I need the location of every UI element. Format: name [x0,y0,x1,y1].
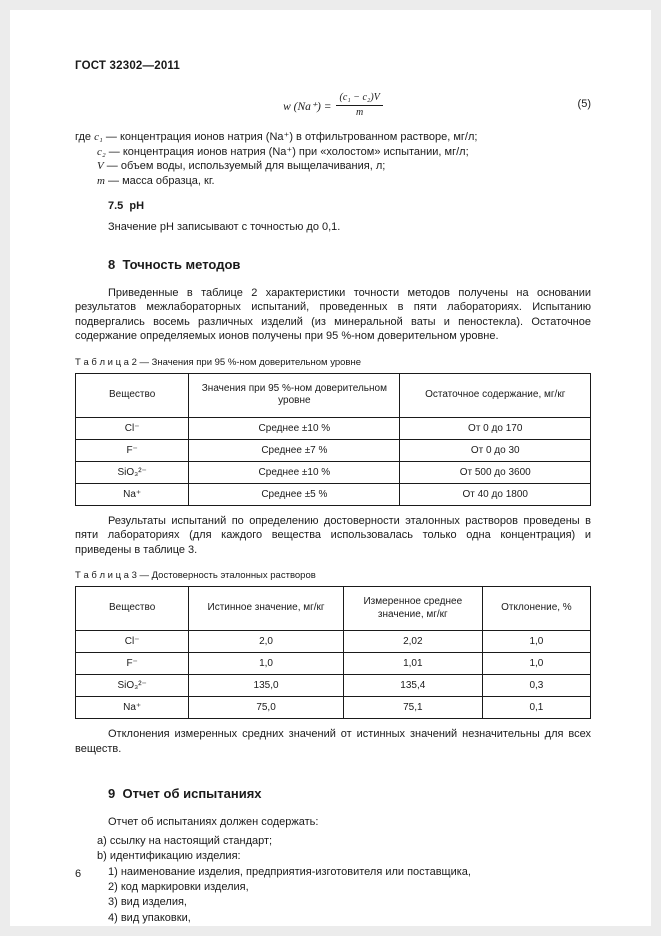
where-desc: — концентрация ионов натрия (Na⁺) в отфильтрованном растворе, мг/л; [105,131,478,143]
table-cell: 135,4 [343,675,482,697]
table-cell: Среднее ±7 % [189,439,400,461]
where-row [75,159,591,174]
section-8-paragraph-2: Результаты испытаний по определению достоверности эталонных растворов проведены в пяти лабораториях (для каждого вещества использовалась только одна концентрация) и приведены в таблице 3. [75,514,591,556]
subsection-7-5-body: Значение pH записывают с точностью до 0,1. [108,221,341,234]
table-3-caption: Т а б л и ц а 3 — Достоверность эталонных растворов [75,570,316,582]
table-row [76,697,591,719]
where-term: c₂ [97,145,106,158]
page-content [75,60,591,936]
where-definitions [75,130,591,188]
subsection-7-5-heading: 7.5 pH [108,200,145,213]
table-cell: Cl⁻ [76,631,189,653]
formula-expression [283,93,383,119]
table-row [76,417,591,439]
list-item: 2) код маркировки изделия, [108,880,249,893]
formula-5 [75,92,591,120]
table-cell: Среднее ±10 % [189,461,400,483]
where-desc: — масса образца, кг. [108,174,215,187]
table-header-cell: Истинное значение, мг/кг [189,587,344,631]
section-9-intro: Отчет об испытаниях должен содержать: [108,816,319,829]
table-row [76,483,591,505]
table-row [76,439,591,461]
table-cell: Cl⁻ [76,417,189,439]
list-item: b) идентификацию изделия: [97,850,241,863]
section-8-paragraph-1: Приведенные в таблице 2 характеристики точности методов получены на основании результатов межлабораторных испытаний, проведенных в пяти лабораториях. Испытанию подвергались восемь различных изделий (из минеральной ваты и пеностекла). Остаточное содержание определяемых ионов получены при 95 %-ном доверительном уровне. [75,286,591,343]
table-header-cell: Вещество [76,373,189,417]
table-cell: От 40 до 1800 [400,483,591,505]
table-header-cell: Остаточное содержание, мг/кг [400,373,591,417]
table-cell: F⁻ [76,439,189,461]
table-row [76,631,591,653]
table-cell: 1,0 [189,653,344,675]
where-row [75,145,591,160]
table-cell: 75,0 [189,697,344,719]
list-item: 4) вид упаковки, [108,911,191,924]
formula-denominator: m [356,106,364,118]
table-2-header-row [76,373,591,417]
where-desc: — объем воды, используемый для выщелачивания, л; [106,160,386,173]
table-header-cell: Измеренное среднее значение, мг/кг [343,587,482,631]
table-cell: Na⁺ [76,483,189,505]
table-cell: SiO₃²⁻ [76,675,189,697]
table-cell: Среднее ±5 % [189,483,400,505]
formula-fraction [336,92,382,118]
table-cell: SiO₃²⁻ [76,461,189,483]
table-3 [75,586,591,719]
formula-lhs: w (Na⁺) = [283,101,332,113]
list-item: 3) вид изделия, [108,896,187,909]
table-3-header-row [76,587,591,631]
where-term: V [97,160,104,173]
section-9-heading: 9 Отчет об испытаниях [108,786,262,802]
where-term: m [97,174,105,187]
list-item: 1) наименование изделия, предприятия-изготовителя или поставщика, [108,865,471,878]
table-row [76,653,591,675]
page-number: 6 [75,868,82,880]
table-cell: От 500 до 3600 [400,461,591,483]
table-header-cell: Вещество [76,587,189,631]
table-cell: 1,0 [482,653,590,675]
table-2-caption: Т а б л и ц а 2 — Значения при 95 %-ном доверительном уровне [75,356,361,368]
report-requirements-list [75,834,591,936]
table-cell: 75,1 [343,697,482,719]
list-item: 5) форму поставки изделия в лабораторию. [108,927,332,936]
section-8-paragraph-3: Отклонения измеренных средних значений от истинных значений незначительны для всех веществ. [75,728,591,755]
table-cell: От 0 до 170 [400,417,591,439]
where-prefix: где [75,131,92,143]
formula-numerator: (c₁ − c₂)V [336,92,382,106]
where-row [75,130,591,145]
table-cell: Na⁺ [76,697,189,719]
table-cell: Среднее ±10 % [189,417,400,439]
list-item: a) ссылку на настоящий стандарт; [97,834,273,847]
table-cell: 0,3 [482,675,590,697]
where-desc: — концентрация ионов натрия (Na⁺) при «холостом» испытании, мг/л; [108,145,469,158]
table-2 [75,373,591,506]
table-cell: 2,0 [189,631,344,653]
table-cell: 1,0 [482,631,590,653]
where-row [75,174,591,189]
table-cell: От 0 до 30 [400,439,591,461]
table-cell: 2,02 [343,631,482,653]
table-row [76,461,591,483]
table-header-cell: Отклонение, % [482,587,590,631]
table-cell: 0,1 [482,697,590,719]
section-8-heading: 8 Точность методов [108,256,241,272]
doc-number: ГОСТ 32302—2011 [75,60,180,72]
table-cell: 1,01 [343,653,482,675]
equation-number: (5) [577,98,591,110]
table-cell: 135,0 [189,675,344,697]
table-cell: F⁻ [76,653,189,675]
table-header-cell: Значения при 95 %-ном доверительном уровне [189,373,400,417]
where-term: c₁ [94,131,103,143]
table-row [76,675,591,697]
